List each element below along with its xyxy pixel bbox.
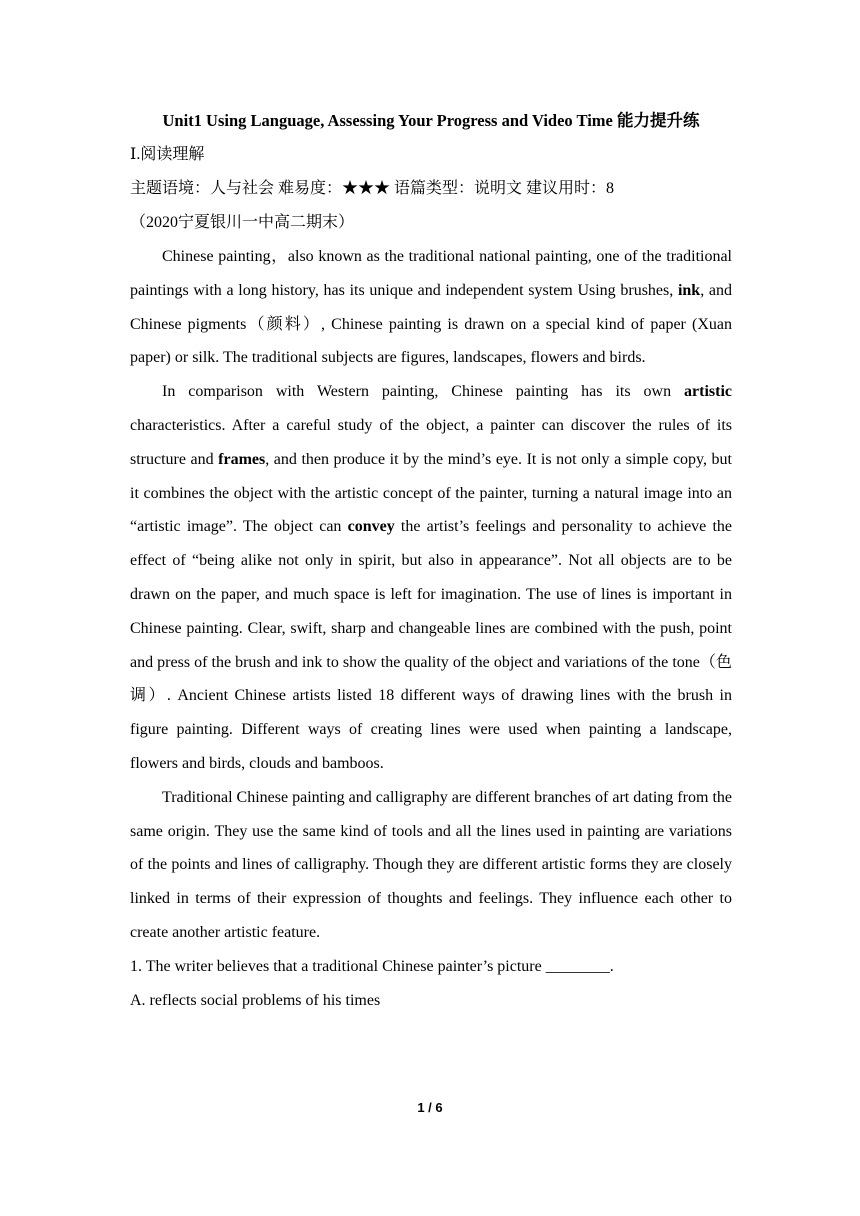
document-title: Unit1 Using Language, Assessing Your Progress and Video Time 能力提升练 xyxy=(162,111,700,130)
section-heading: Ⅰ.阅读理解 xyxy=(130,146,205,163)
page-number: 1 / 6 xyxy=(417,1100,443,1115)
keyword-convey: convey xyxy=(347,518,395,536)
passage-meta: 主题语境：人与社会 难易度：★★★ 语篇类型：说明文 建议用时：8 xyxy=(130,180,615,197)
keyword-artistic: artistic xyxy=(684,383,732,401)
passage-source: （2020宁夏银川一中高二期末） xyxy=(130,214,355,231)
question-stem: 1. The writer believes that a traditional Chinese painter’s picture ________. xyxy=(130,957,614,975)
keyword-ink: ink xyxy=(677,281,701,299)
option-a: A. reflects social problems of his times xyxy=(130,991,381,1009)
paragraph-1: Chinese painting，also known as the traditional national painting, one of the traditional paintings with a long history, has its unique and independent system Using brushes, ink, and Chinese pigments（颜料）, Chinese painting is drawn on a special kind of paper (Xuan paper) or silk. The traditional subjects are figures, landscapes, flowers and birds. xyxy=(130,248,732,367)
paragraph-2: In comparison with Western painting, Chinese painting has its own artistic characteristics. After a careful study of the object, a painter can discover the rules of its structure and frames, and then produce it by the mind’s eye. It is not only a simple copy, but it combines the object with the artistic concept of the painter, turning a natural image into an “artistic image”. The object can convey the artist’s feelings and personality to achieve the effect of “being alike not only in spirit, but also in appearance”. Not all objects are to be drawn on the paper, and much space is left for imagination. The use of lines is important in Chinese painting. Clear, swift, sharp and changeable lines are combined with the push, point and press of the brush and ink to show the quality of the object and variations of the tone（色调）. Ancient Chinese artists listed 18 different ways of drawing lines with the brush in figure painting. Different ways of creating lines were used when painting a landscape, flowers and birds, clouds and bamboos. xyxy=(130,383,732,772)
paragraph-3: Traditional Chinese painting and calligraphy are different branches of art dating from the same origin. They use the same kind of tools and all the lines used in painting are variations of the points and lines of calligraphy. Though they are different artistic forms they are closely linked in terms of their expression of thoughts and feelings. They influence each other to create another artistic feature. xyxy=(130,788,732,941)
document-page xyxy=(130,104,732,1018)
keyword-frames: frames xyxy=(218,450,266,468)
